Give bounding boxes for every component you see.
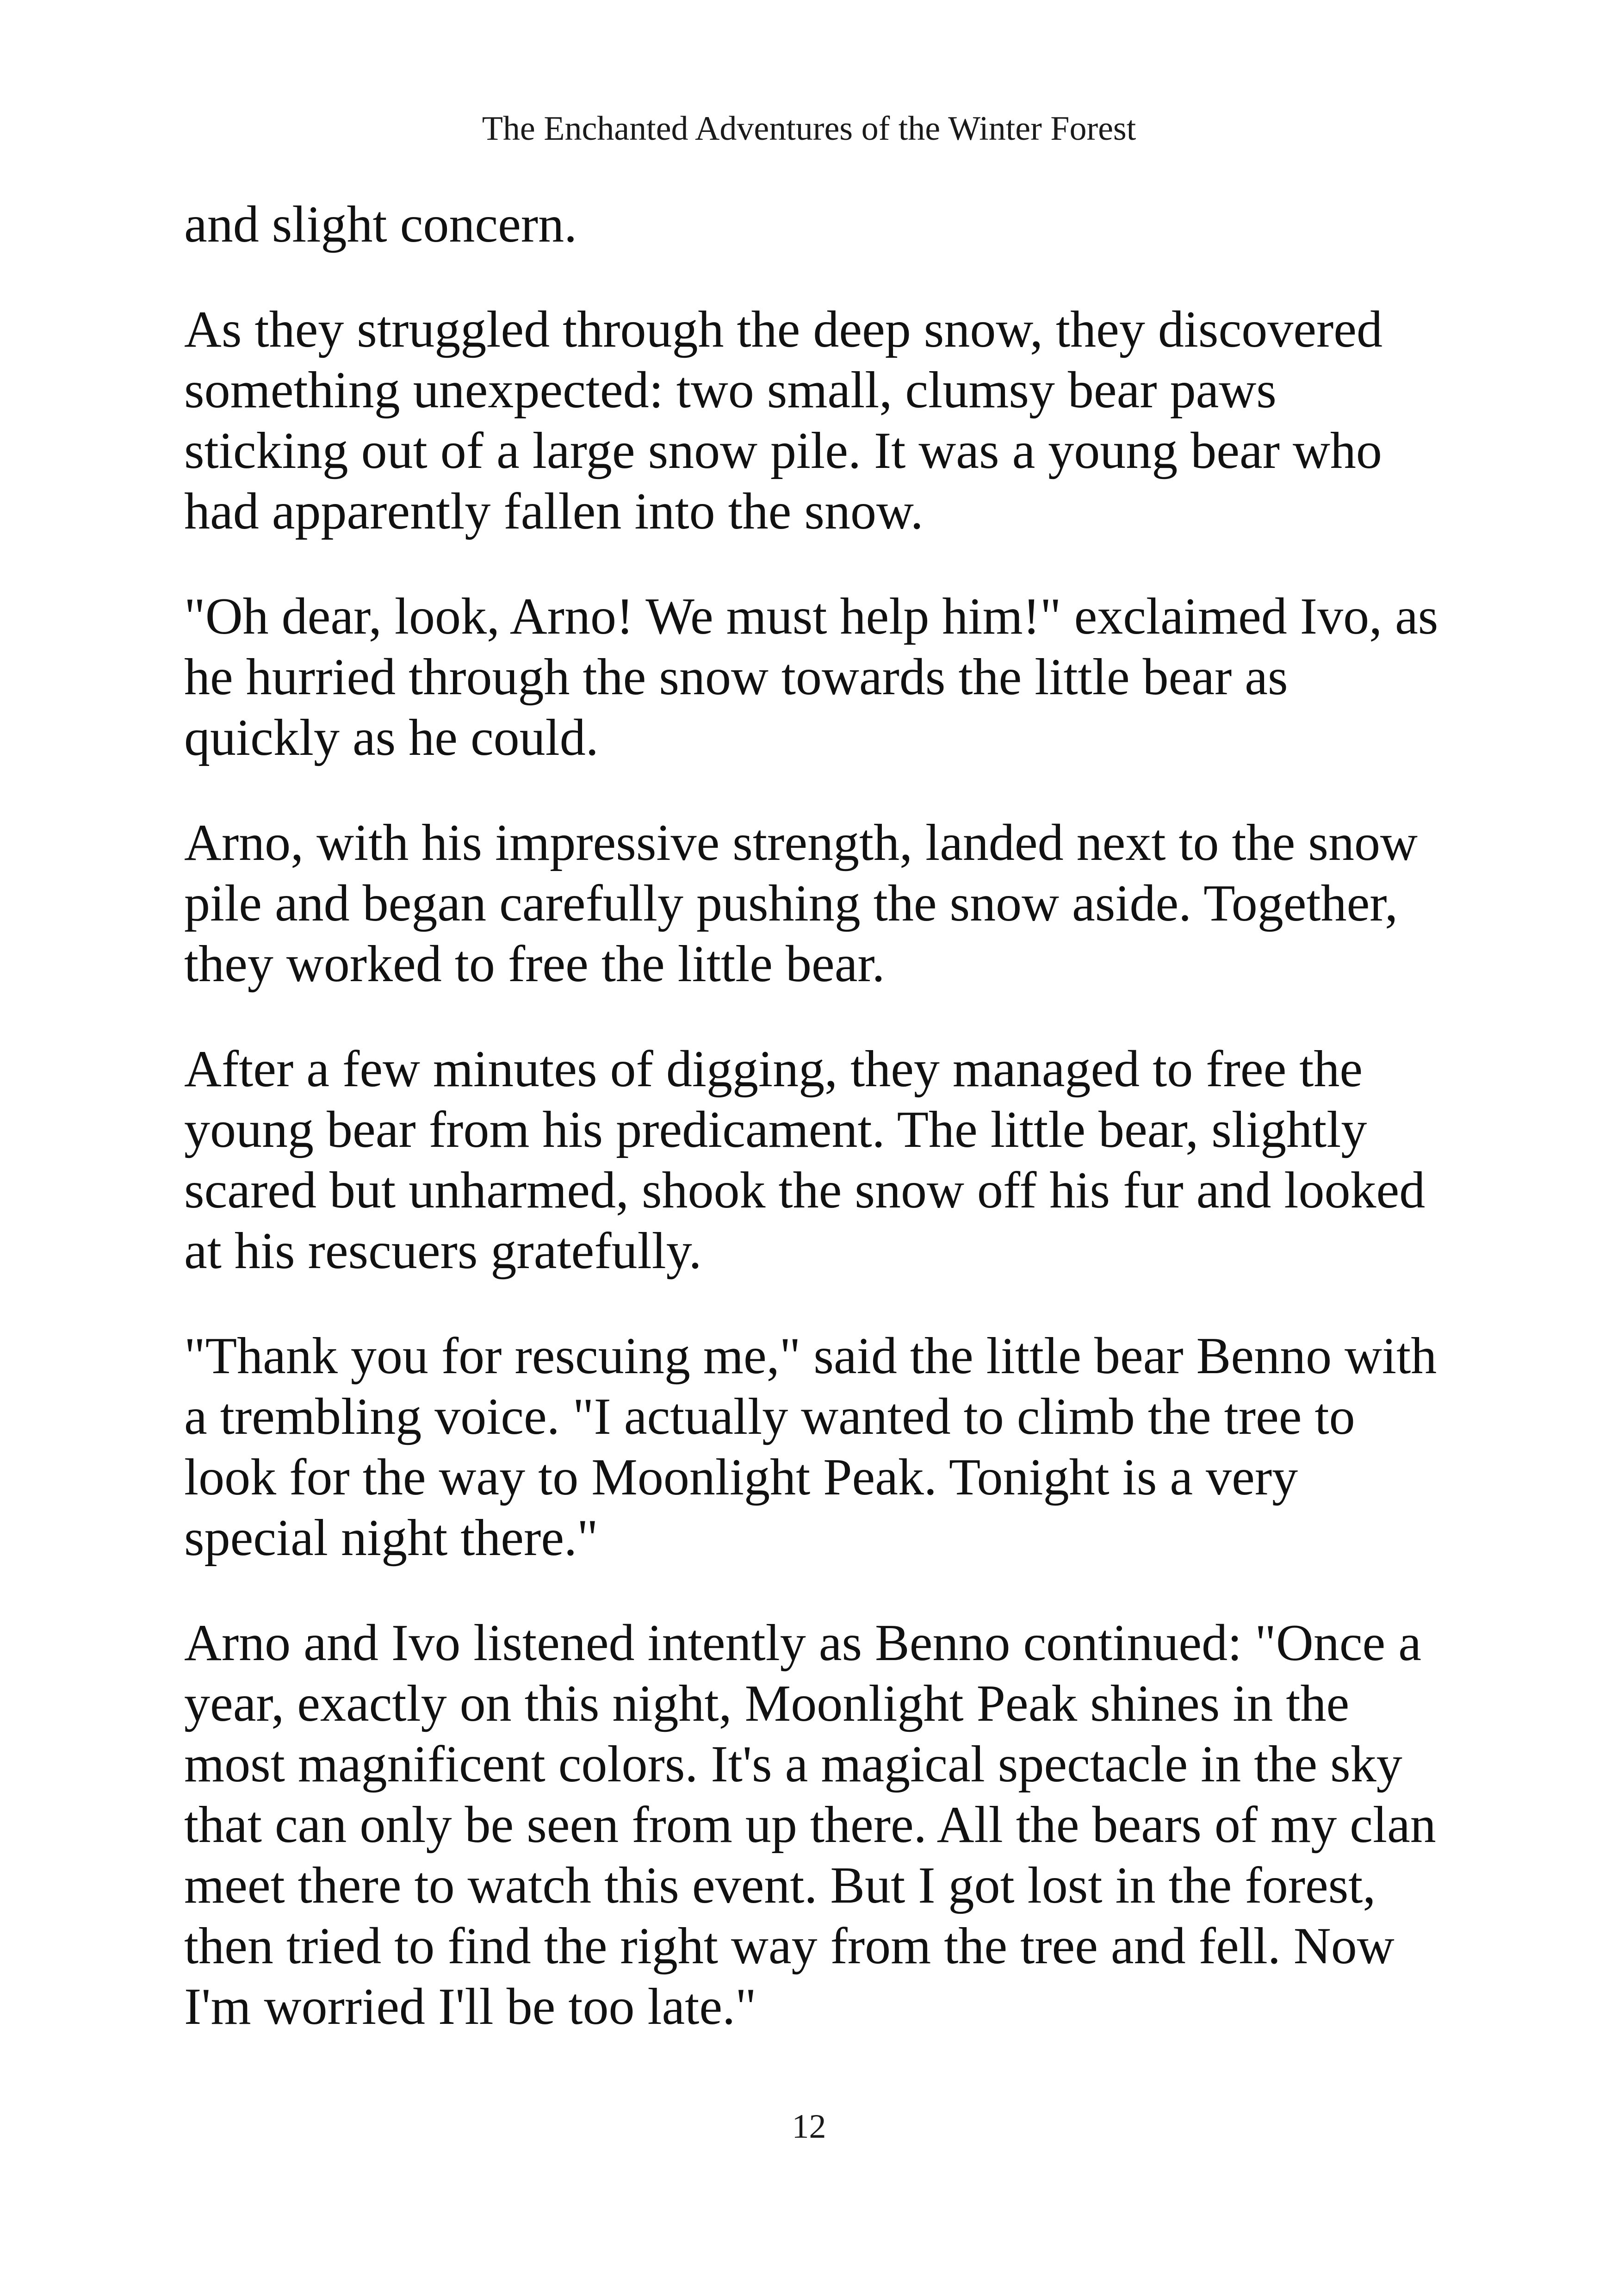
paragraph: As they struggled through the deep snow, they discovered something unexpected: two small, clumsy bear paws sticking out of a large snow pile. It was a young bear who had apparently fallen into the snow. bbox=[184, 301, 1382, 540]
page-number: 12 bbox=[792, 2108, 826, 2146]
running-header: The Enchanted Adventures of the Winter Forest bbox=[482, 110, 1136, 148]
paragraph: After a few minutes of digging, they managed to free the young bear from his predicament. The little bear, slightly scared but unharmed, shook the snow off his fur and looked at his rescuers gratefully. bbox=[184, 1040, 1426, 1280]
paragraph: Arno and Ivo listened intently as Benno continued: "Once a year, exactly on this night, Moonlight Peak shines in the most magnificent colors. It's a magical spectacle in the sky that can only be seen from up there. All the bears of my clan meet there to watch this event. But I got lost in the forest, then tried to find the right way from the tree and fell. Now I'm worried I'll be too late." bbox=[184, 1614, 1436, 2035]
paragraph: Arno, with his impressive strength, landed next to the snow pile and began carefully pushing the snow aside. Together, they worked to free the little bear. bbox=[184, 814, 1418, 993]
paragraph: "Oh dear, look, Arno! We must help him!" exclaimed Ivo, as he hurried through the snow towards the little bear as quickly as he could. bbox=[184, 588, 1438, 766]
paragraph: and slight concern. bbox=[184, 196, 577, 253]
paragraph: "Thank you for rescuing me," said the little bear Benno with a trembling voice. "I actually wanted to climb the tree to look for the way to Moonlight Peak. Tonight is a very special night there." bbox=[184, 1327, 1437, 1567]
page-body bbox=[184, 194, 1452, 2037]
